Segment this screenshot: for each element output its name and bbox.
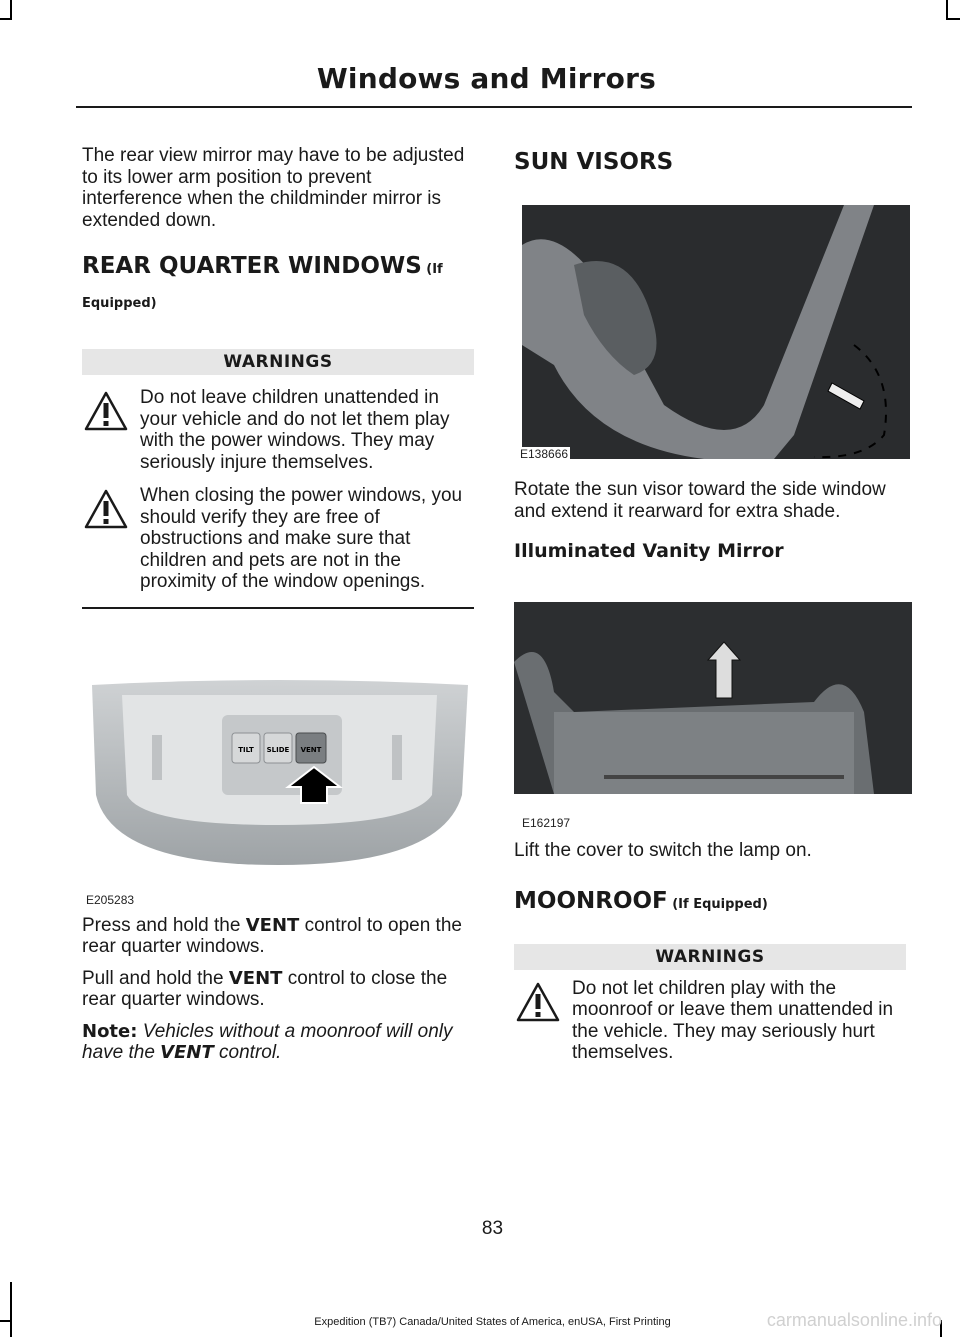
warnings-end-rule — [82, 607, 474, 609]
left-column — [82, 145, 474, 1064]
warning-triangle-icon — [516, 982, 560, 1022]
header-rule — [76, 106, 912, 108]
right-column — [514, 145, 906, 1064]
press-instruction: Press and hold the VENT control to open the rear quarter windows. — [82, 914, 462, 957]
intro-paragraph: The rear view mirror may have to be adjusted to its lower arm position to prevent interference when the childminder mirror is extended down. — [82, 145, 465, 231]
crop-mark — [10, 1282, 12, 1337]
crop-mark — [0, 18, 12, 20]
warning-item — [514, 978, 906, 1064]
vanity-title: Illuminated Vanity Mirror — [514, 540, 784, 562]
vanity-mirror-figure — [514, 602, 912, 832]
crop-mark — [946, 0, 948, 20]
sun-visors-title: SUN VISORS — [514, 149, 674, 175]
section-title: REAR QUARTER WINDOWS — [82, 253, 422, 279]
moonroof-qualifier: (If Equipped) — [672, 896, 768, 912]
warning-text — [514, 978, 906, 1064]
section-qualifier: (If Equipped) — [82, 262, 443, 311]
warning-2-text: When closing the power windows, you should verify they are free of obstructions and make sure that children and pets are not in the proximity of the window openings. — [140, 485, 463, 592]
vanity-mirror-illustration — [514, 602, 912, 794]
warning-item — [82, 387, 474, 473]
crop-mark — [946, 18, 960, 20]
moonroof-title: MOONROOF — [514, 887, 668, 914]
footer-info: Expedition (TB7) Canada/United States of America, enUSA, First Printing — [314, 1316, 671, 1328]
warnings-heading: WARNINGS — [82, 349, 474, 375]
watermark: carmanualsonline.info — [766, 1310, 942, 1330]
sun-visor-figure — [514, 205, 910, 459]
warning-item — [82, 485, 474, 593]
sun-visors-text: Rotate the sun visor toward the side window and extend it rearward for extra shade. — [514, 479, 886, 522]
sun-visor-illustration — [514, 205, 910, 459]
warning-text — [82, 387, 474, 473]
warning-triangle-icon — [84, 391, 128, 431]
figure-code: E205283 — [86, 892, 135, 905]
moonroof-heading — [514, 886, 906, 920]
overhead-console-illustration — [82, 675, 474, 865]
rear-quarter-heading — [82, 251, 474, 319]
pull-instruction: Pull and hold the VENT control to close the rear quarter windows. — [82, 967, 448, 1010]
warnings-heading: WARNINGS — [514, 944, 906, 970]
vent-button-label: VENT — [300, 745, 322, 754]
warning-text — [82, 485, 474, 593]
warning-1-text: Do not leave children unattended in your vehicle and do not let them play with the power windows. They may seriously injure themselves. — [140, 387, 450, 473]
tilt-button-label: TILT — [238, 745, 254, 754]
moonroof-warning-text: Do not let children play with the moonroof or leave them unattended in the vehicle. They may seriously hurt themselves. — [572, 977, 894, 1063]
overhead-console-figure — [82, 675, 474, 905]
figure-code: E162197 — [522, 816, 571, 830]
vanity-text: Lift the cover to switch the lamp on. — [514, 840, 812, 861]
figure-code: E138666 — [520, 447, 569, 459]
warning-triangle-icon — [84, 489, 128, 529]
slide-button-label: SLIDE — [266, 745, 290, 754]
note-paragraph: Note: Vehicles without a moonroof will only have the VENT control. — [82, 1020, 453, 1063]
crop-mark — [10, 0, 12, 20]
page-title: Windows and Mirrors — [316, 62, 656, 95]
page-number: 83 — [481, 1218, 504, 1239]
